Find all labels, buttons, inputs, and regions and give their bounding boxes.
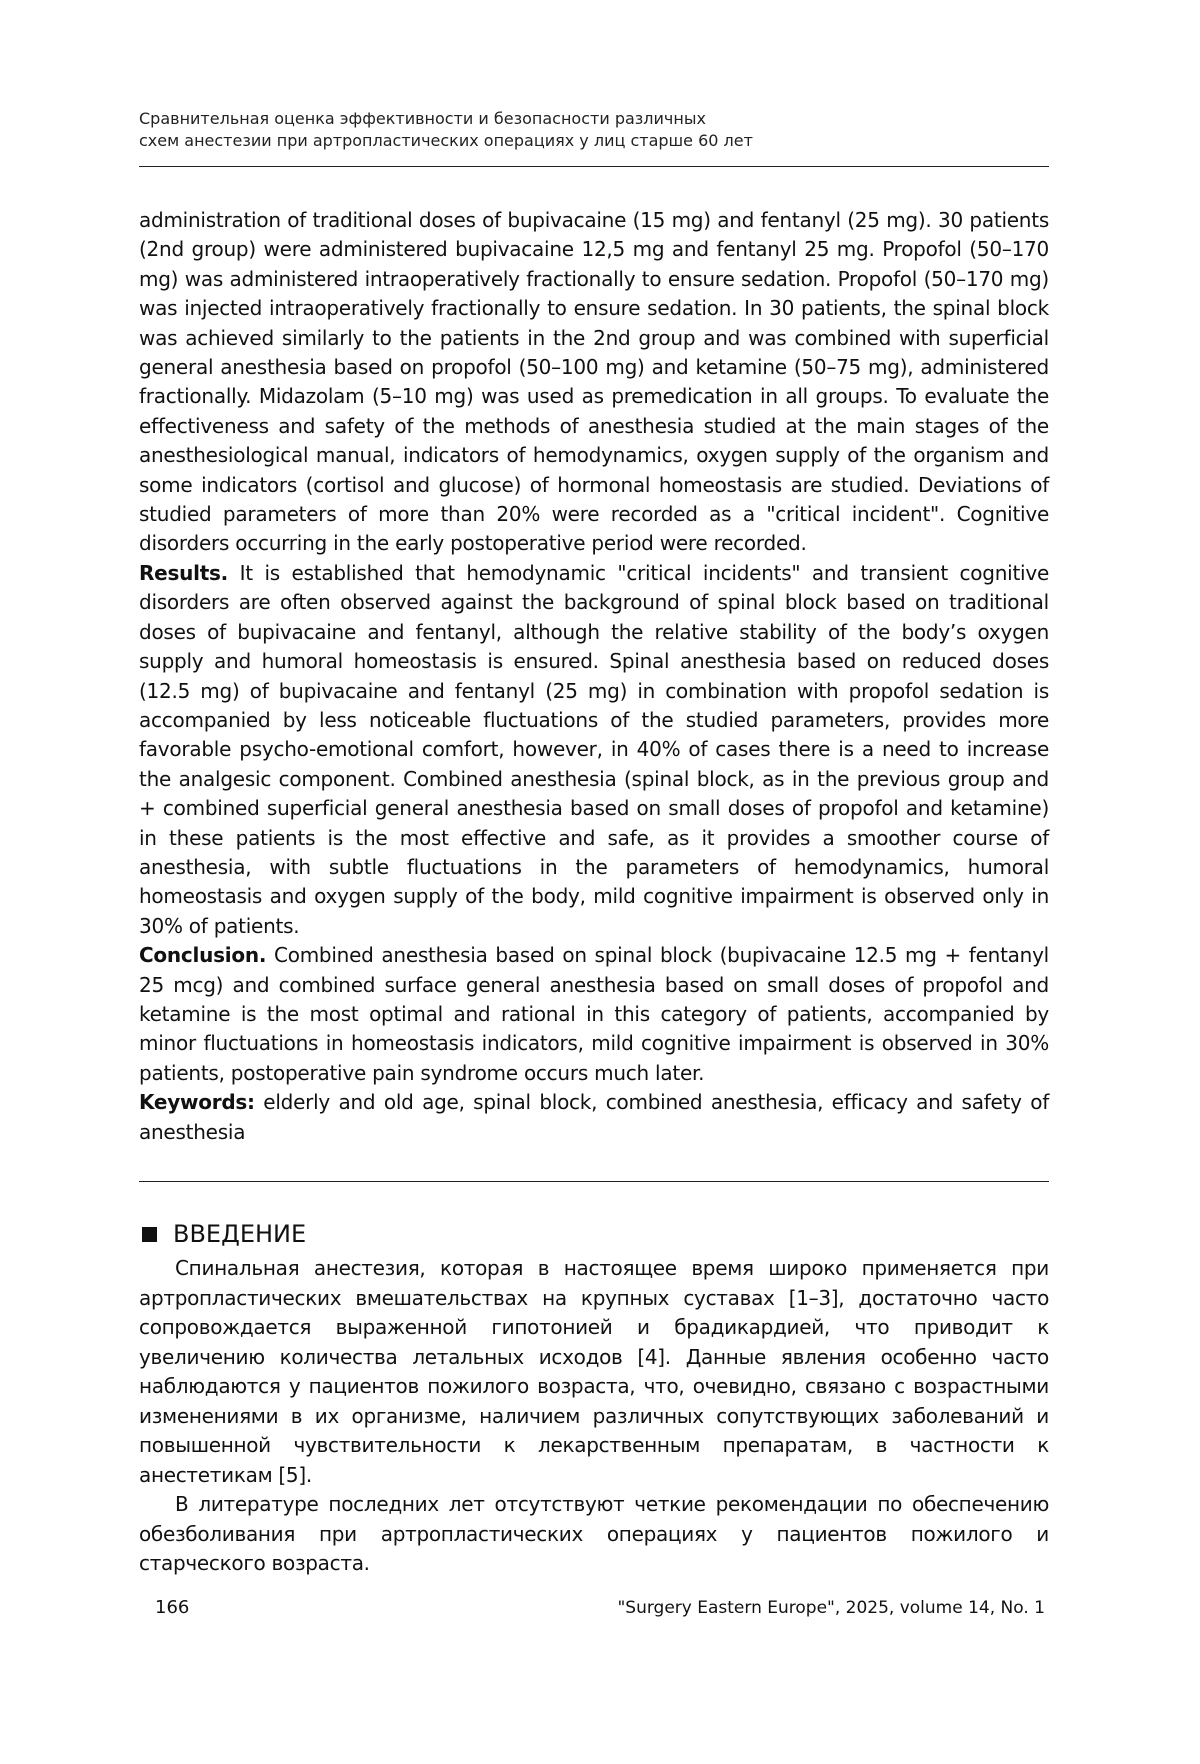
abstract-body — [139, 206, 1049, 1147]
section-bullet-square-icon — [142, 1227, 157, 1242]
abstract-methods-paragraph: administration of traditional doses of bupivacaine (15 mg) and fentanyl (25 mg). 30 patients (2nd group) were administered bupivacaine 12,5 mg and fentanyl 25 mg. Propofol (50–170 mg) was administered intraoperatively fractionally to ensure sedation. Propofol (50–170 mg) was injected intraoperatively fractionally to ensure sedation. In 30 patients, the spinal block was achieved similarly to the patients in the 2nd group and was combined with superficial general anesthesia based on propofol (50–100 mg) and ketamine (50–75 mg), administered fractionally. Midazolam (5–10 mg) was used as premedication in all groups. To evaluate the effectiveness and safety of the methods of anesthesia studied at the main stages of the anesthesiological manual, indicators of hemodynamics, oxygen supply of the organism and some indicators (cortisol and glucose) of hormonal homeostasis are studied. Deviations of studied parameters of more than 20% were recorded as a "critical incident". Cognitive disorders occurring in the early postoperative period were recorded. — [139, 208, 1049, 556]
introduction-paragraph-2: В литературе последних лет отсутствуют четкие рекомендации по обеспечению обезболивания при артропластических операциях у пациентов пожилого и старческого возраста. — [139, 1492, 1049, 1575]
abstract-end-divider — [139, 1181, 1049, 1182]
introduction-paragraph-1: Спинальная анестезия, которая в настоящее время широко применяется при артропластических вмешательствах на крупных суставах [1–3], достаточно часто сопровождается выраженной гипотонией и брадикардией, что приводит к увеличению количества летальных исходов [4]. Данные явления особенно часто наблюдаются у пациентов пожилого возраста, что, очевидно, связано с возрастными изменениями в их организме, наличием различных сопутствующих заболеваний и повышенной чувствительности к лекарственным препаратам, в частности к анестетикам [5]. — [139, 1256, 1049, 1487]
results-text: It is established that hemodynamic "critical incidents" and transient cognitive disorders are often observed against the background of spinal block based on traditional doses of bupivacaine and fentanyl, although the relative stability of the body’s oxygen supply and humoral homeostasis is ensured. Spinal anesthesia based on reduced doses (12.5 mg) of bupivacaine and fentanyl (25 mg) in combination with propofol sedation is accompanied by less noticeable fluctuations of the studied parameters, provides more favorable psycho-emotional comfort, however, in 40% of cases there is a need to increase the analgesic component. Combined anesthesia (spinal block, as in the previous group and + combined superficial general anesthesia based on small doses of propofol and ketamine) in these patients is the most effective and safe, as it provides a smoother course of anesthesia, with subtle fluctuations in the parameters of hemodynamics, humoral homeostasis and oxygen supply of the body, mild cognitive impairment is observed only in 30% of patients. — [139, 560, 1049, 938]
results-label: Results. — [139, 560, 229, 585]
running-header-line-1: Сравнительная оценка эффективности и безопасности различных — [139, 109, 706, 128]
introduction-body — [139, 1254, 1049, 1579]
introduction-heading — [142, 1219, 306, 1249]
page-number: 166 — [155, 1597, 190, 1618]
header-divider — [139, 166, 1049, 167]
conclusion-text: Combined anesthesia based on spinal block (bupivacaine 12.5 mg + fentanyl 25 mcg) and combined surface general anesthesia based on small doses of propofol and ketamine is the most optimal and rational in this category of patients, accompanied by minor fluctuations in homeostasis indicators, mild cognitive impairment is observed in 30% patients, postoperative pain syndrome occurs much later. — [139, 943, 1049, 1085]
running-header-line-2: схем анестезии при артропластических операциях у лиц старше 60 лет — [139, 131, 753, 150]
keywords-text: elderly and old age, spinal block, combined anesthesia, efficacy and safety of anesthesia — [139, 1090, 1049, 1144]
running-header — [139, 108, 1049, 152]
abstract-keywords-paragraph — [139, 1088, 1049, 1147]
abstract-conclusion-paragraph — [139, 941, 1049, 1088]
introduction-heading-text: ВВЕДЕНИЕ — [173, 1220, 307, 1248]
keywords-label: Keywords: — [139, 1090, 255, 1115]
conclusion-label: Conclusion. — [139, 943, 267, 968]
abstract-results-paragraph — [139, 559, 1049, 941]
journal-reference: "Surgery Eastern Europe", 2025, volume 14, No. 1 — [617, 1598, 1045, 1618]
